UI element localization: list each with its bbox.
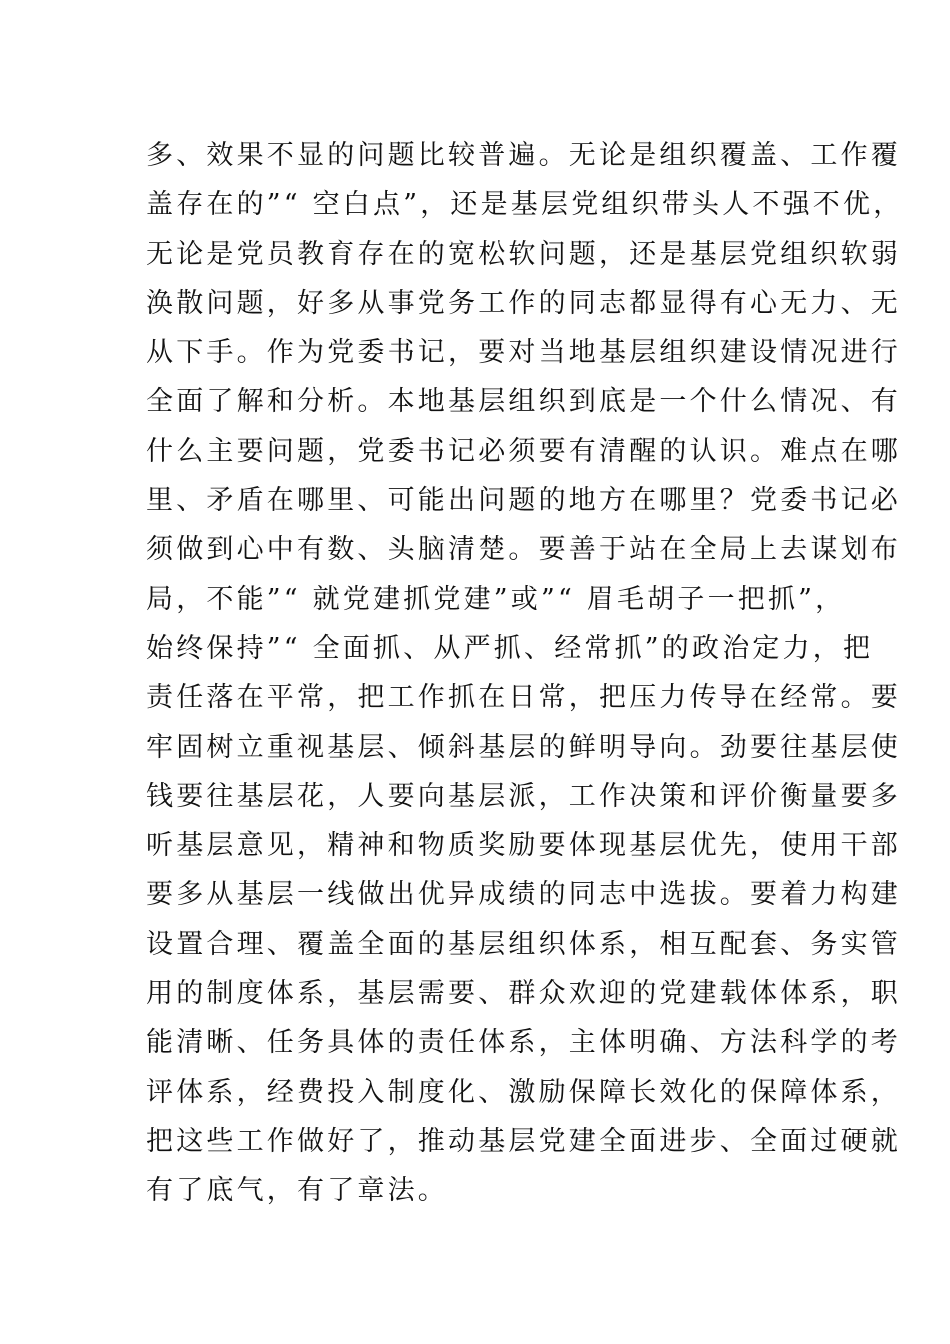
text-line: 能清晰、任务具体的责任体系，主体明确、方法科学的考	[146, 1027, 901, 1059]
text-line: 责任落在平常，把工作抓在日常，把压力传导在经常。要	[146, 682, 901, 714]
text-line: 多、效果不显的问题比较普遍。无论是组织覆盖、工作覆	[146, 140, 901, 171]
text-line: 设置合理、覆盖全面的基层组织体系，相互配套、务实管	[146, 928, 901, 960]
text-line: 钱要往基层花，人要向基层派，工作决策和评价衡量要多	[146, 780, 901, 812]
text-line: 盖存在的”“ 空白点”，还是基层党组织带头人不强不优，	[146, 189, 904, 221]
text-line: 有了底气，有了章法。	[146, 1175, 448, 1207]
text-line: 局，不能”“ 就党建抓党建”或”“ 眉毛胡子一把抓”，	[146, 583, 846, 615]
text-line: 涣散问题，好多从事党务工作的同志都显得有心无力、无	[146, 287, 901, 319]
text-line: 始终保持”“ 全面抓、从严抓、经常抓”的政治定力，把	[146, 632, 874, 664]
text-line: 要多从基层一线做出优异成绩的同志中选拔。要着力构建	[146, 879, 901, 911]
text-line: 无论是党员教育存在的宽松软问题，还是基层党组织软弱	[146, 238, 901, 270]
text-line: 用的制度体系，基层需要、群众欢迎的党建载体体系，职	[146, 978, 901, 1010]
text-line: 什么主要问题，党委书记必须要有清醒的认识。难点在哪	[146, 435, 901, 467]
text-line: 评体系，经费投入制度化、激励保障长效化的保障体系，	[146, 1076, 901, 1108]
text-line: 把这些工作做好了，推动基层党建全面进步、全面过硬就	[146, 1125, 901, 1157]
text-line: 须做到心中有数、头脑清楚。要善于站在全局上去谋划布	[146, 534, 901, 566]
text-line: 里、矛盾在哪里、可能出问题的地方在哪里？党委书记必	[146, 485, 901, 517]
body-paragraph	[146, 131, 904, 1216]
text-line: 全面了解和分析。本地基层组织到底是一个什么情况、有	[146, 386, 901, 418]
text-line: 从下手。作为党委书记，要对当地基层组织建设情况进行	[146, 337, 901, 369]
text-line: 牢固树立重视基层、倾斜基层的鲜明导向。劲要往基层使	[146, 731, 901, 763]
text-line: 听基层意见，精神和物质奖励要体现基层优先，使用干部	[146, 830, 901, 862]
